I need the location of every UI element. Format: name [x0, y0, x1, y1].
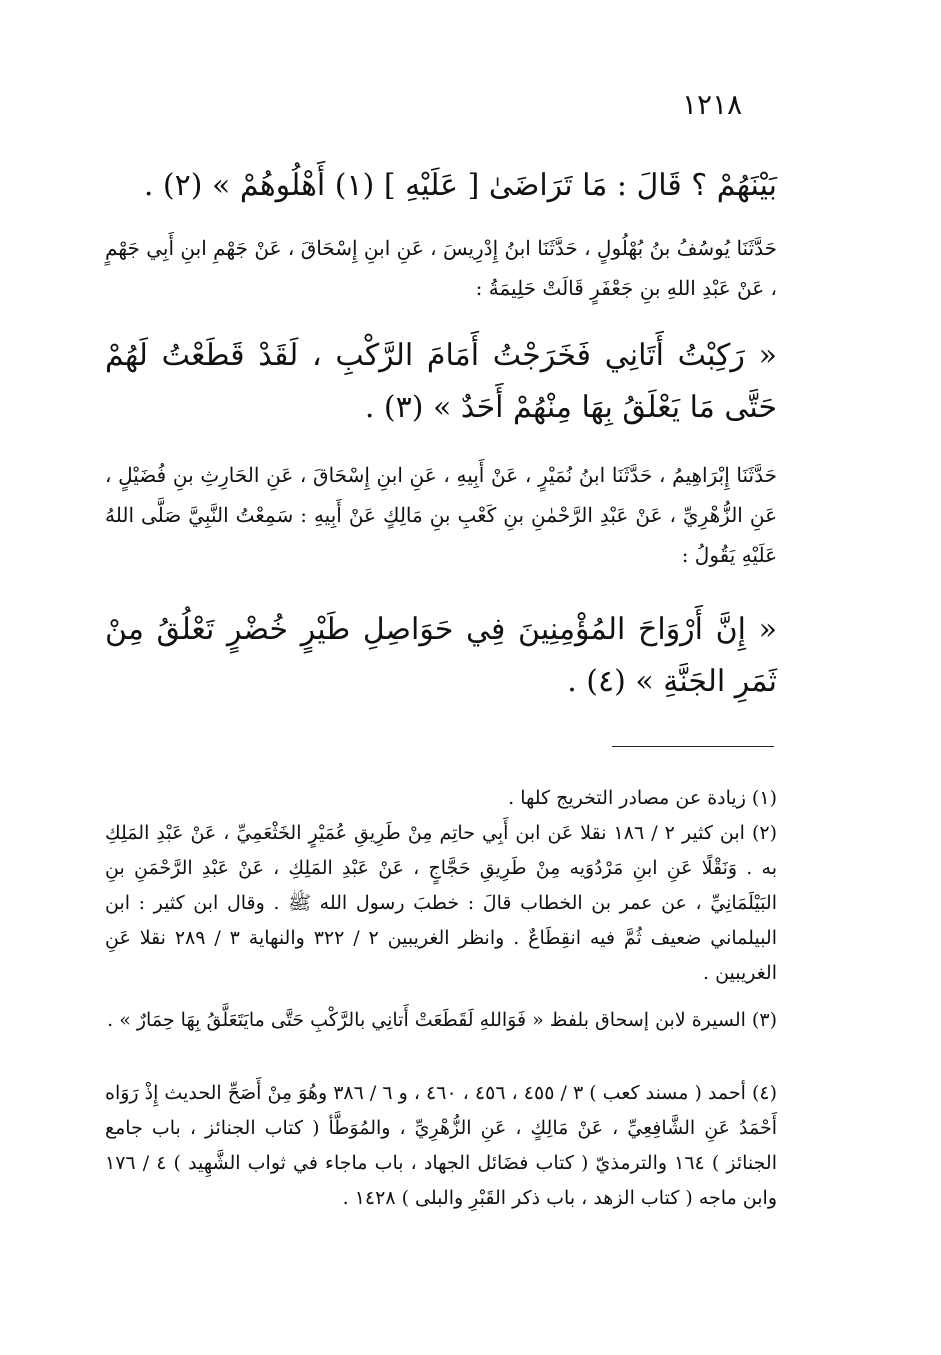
footnote-divider [612, 746, 774, 747]
footnote-2: (٢) ابن كثير ٢ / ١٨٦ نقلا عَن ابن أَبِي حاتِم مِنْ طَرِيقِ عُمَيْرٍ الخَثْعَمِيِّ ، عَنْ عَبْدِ المَلِكِ به . وَنَقْلًا عَنِ ابنِ مَرْدُوَيه مِنْ طَرِيقِ حَجَّاجٍ ، عَنْ عَبْدِ المَلِكِ ، عَنْ عَبْدِ الرَّحْمَنِ بنِ البَيْلَمَانِيِّ ، عن عمر بن الخطاب قالَ : خطبَ رسول الله ﷺ . وقال ابن كثير : ابن البيلماني ضعيف ثُمَّ فيه انقِطَاعٌ . وانظر الغريبين ٢ / ٣٢٢ والنهاية ٣ / ٢٨٩ نقلا عَنِ الغريبين . [105, 822, 777, 984]
footnote-1: (١) زيادة عن مصادر التخريج كلها . [508, 787, 777, 809]
text-line-closing-quote: بَيْنَهُمْ ؟ قَالَ : مَا تَرَاضَىٰ [ عَلَيْهِ ] (١) أَهْلُوهُمْ » (٢) . [143, 168, 777, 203]
page-number: ١٢١٨ [682, 88, 743, 121]
hadith-arwah: « إِنَّ أَرْوَاحَ المُؤْمِنِينَ فِي حَوَاصِلِ طَيْرٍ خُضْرٍ تَعْلُقُ مِنْ ثَمَرِ الجَنَّةِ » (٤) . [105, 612, 777, 699]
hadith-halima: « رَكِبْتُ أَتَانِي فَخَرَجْتُ أَمَامَ الرَّكْبِ ، لَقَدْ قَطَعْتُ لَهُمْ حَتَّى مَا يَعْلَقُ بِهَا مِنْهُمْ أَحَدٌ » (٣) . [105, 338, 777, 425]
isnad-paragraph-1: حَدَّثَنَا يُوسُفُ بنُ بُهْلُولٍ ، حَدَّثَنَا ابنُ إِدْرِيسَ ، عَنِ ابنِ إِسْحَاقَ ، عَنْ جَهْمِ ابنِ أَبِي جَهْمٍ ، عَنْ عَبْدِ اللهِ بنِ جَعْفَرٍ قَالَتْ حَلِيمَةُ : [105, 236, 777, 300]
footnote-4: (٤) أحمد ( مسند كعب ) ٣ / ٤٥٥ ، ٤٥٦ ، ٤٦٠ ، و ٦ / ٣٨٦ وهُوَ مِنْ أَصَحِّ الحديث إِذْ رَوَاه أَحْمَدُ عَنِ الشَّافِعِيِّ ، عَنْ مَالِكٍ ، عَنِ الزُّهْرِيِّ ، والمُوَطَّأ ( كتاب الجنائز ، باب جامع الجنائز ) ١٦٤ والترمذيّ ( كتاب فضَائل الجهاد ، باب ماجاء في ثواب الشَّهِيد ) ٤ / ١٧٦ وابن ماجه ( كتاب الزهد ، باب ذكر القَبْرِ والبلى ) ١٤٢٨ . [105, 1082, 778, 1209]
footnote-3: (٣) السيرة لابن إسحاق بلفظ « فَوَاللهِ لَقَطَعَتْ أَتانِي بالرَّكْبِ حَتَّى مايَتَعَلَّقُ بِهَا حِمَارٌ » . [107, 1009, 777, 1031]
isnad-paragraph-2: حَدَّثَنَا إِبْرَاهِيمُ ، حَدَّثَنَا ابنُ نُمَيْرٍ ، عَنْ أَبِيهِ ، عَنِ ابنِ إِسْحَاقَ ، عَنِ الحَارِثِ بنِ فُضَيْلٍ ، عَنِ الزُّهْرِيِّ ، عَنْ عَبْدِ الرَّحْمٰنِ بنِ كَعْبِ بنِ مَالِكٍ عَنْ أَبِيهِ : سَمِعْتُ النَّبِيَّ صَلَّى اللهُ عَلَيْهِ يَقُولُ : [105, 463, 777, 567]
